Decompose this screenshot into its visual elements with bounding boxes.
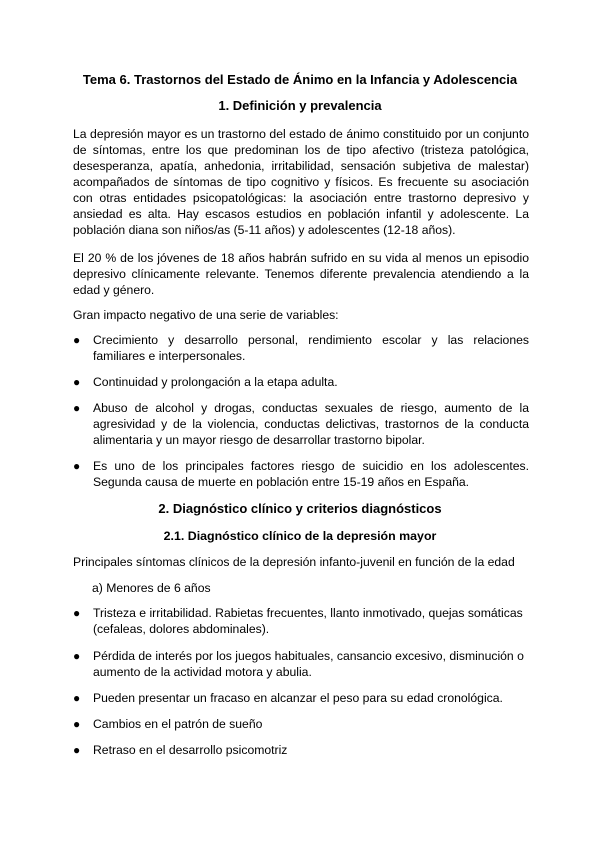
list-item — [73, 605, 529, 637]
bullet-icon: ● — [73, 459, 81, 473]
section-1-paragraph-3: Gran impacto negativo de una serie de variables: — [73, 308, 339, 322]
section-2-heading: 2. Diagnóstico clínico y criterios diagnósticos — [158, 501, 442, 516]
list-item-text: Pueden presentar un fracaso en alcanzar el peso para su edad cronológica. — [93, 691, 503, 705]
list-item-text: Pérdida de interés por los juegos habituales, cansancio excesivo, disminución o aumento de la actividad motora y abulia. — [93, 649, 524, 679]
list-item-text: Retraso en el desarrollo psicomotriz — [93, 743, 288, 757]
list-item-text: Es uno de los principales factores riesgo de suicidio en los adolescentes. Segunda causa de muerte en población entre 15-19 años en España. — [93, 459, 529, 489]
bullet-icon: ● — [73, 717, 81, 731]
list-item — [73, 690, 529, 706]
list-item-text: Crecimiento y desarrollo personal, rendimiento escolar y las relaciones familiares e interpersonales. — [93, 333, 529, 363]
bullet-icon: ● — [73, 401, 81, 415]
list-item — [73, 742, 529, 758]
sublist-label: a) Menores de 6 años — [92, 581, 211, 595]
section-1-paragraph-1: La depresión mayor es un trastorno del estado de ánimo constituido por un conjunto de síntomas, entre los que predominan los de tipo afectivo (tristeza patológica, desesperanza, apatía, anhedonia, irritabilidad, sensación subjetiva de malestar) acompañados de síntomas de tipo cognitivo y físicos. Es frecuente su asociación con otras entidades psicopatológicas: la asociación entre trastorno depresivo y ansiedad es alta. Hay escasos estudios en población infantil y adolescente. La población diana son niños/as (5-11 años) y adolescentes (12-18 años). — [73, 127, 529, 237]
bullet-icon: ● — [73, 649, 81, 663]
section-2-intro: Principales síntomas clínicos de la depresión infanto-juvenil en función de la edad — [73, 555, 515, 569]
list-item — [73, 374, 529, 390]
list-item — [73, 400, 529, 448]
section-1-heading: 1. Definición y prevalencia — [218, 98, 382, 113]
bullet-icon: ● — [73, 333, 81, 347]
bullet-icon: ● — [73, 743, 81, 757]
list-item-text: Continuidad y prolongación a la etapa adulta. — [93, 375, 338, 389]
list-item — [73, 332, 529, 364]
section-1-paragraph-2: El 20 % de los jóvenes de 18 años habrán sufrido en su vida al menos un episodio depresivo clínicamente relevante. Tenemos diferente prevalencia atendiendo a la edad y género. — [73, 251, 529, 297]
bullet-icon: ● — [73, 606, 81, 620]
section-2-1-heading: 2.1. Diagnóstico clínico de la depresión mayor — [163, 529, 437, 543]
list-item-text: Cambios en el patrón de sueño — [93, 717, 263, 731]
list-item — [73, 716, 529, 732]
list-item — [73, 648, 529, 680]
bullet-icon: ● — [73, 375, 81, 389]
list-item-text: Abuso de alcohol y drogas, conductas sexuales de riesgo, aumento de la agresividad y de la violencia, conductas delictivas, trastornos de la conducta alimentaria y un mayor riesgo de desarrollar trastorno bipolar. — [93, 401, 529, 447]
list-item — [73, 458, 529, 490]
document-title: Tema 6. Trastornos del Estado de Ánimo en la Infancia y Adolescencia — [82, 72, 518, 87]
bullet-icon: ● — [73, 691, 81, 705]
list-item-text: Tristeza e irritabilidad. Rabietas frecuentes, llanto inmotivado, quejas somáticas (cefaleas, dolores abdominales). — [93, 606, 523, 636]
